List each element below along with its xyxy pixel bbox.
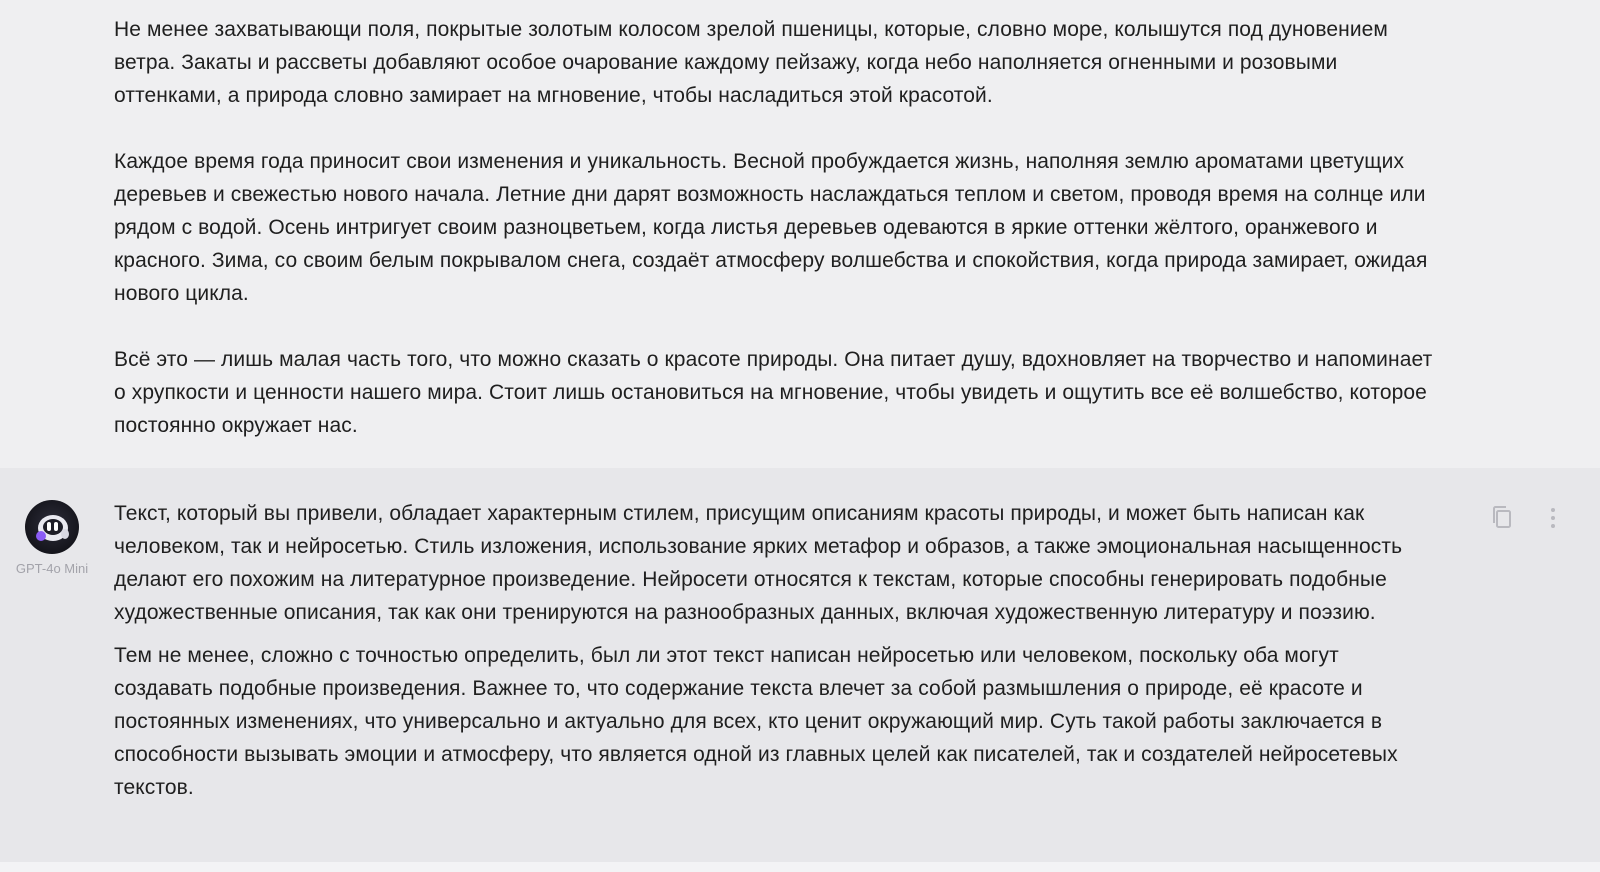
- assistant-paragraph: Текст, который вы привели, обладает характерным стилем, присущим описаниям красоты природы, и может быть написан как человеком, так и нейросетью. Стиль изложения, использование ярких метафор и образов, а также эмоциональная насыщенность делают его похожим на литературное произведение. Нейросети относятся к текстам, которые способны генерировать подобные художественные описания, так как они тренируются на разнообразных данных, включая художественную литературу и поэзию.: [114, 502, 1403, 624]
- robot-avatar-icon: [25, 500, 79, 554]
- more-vertical-icon[interactable]: [1538, 503, 1568, 533]
- user-paragraph: Всё это — лишь малая часть того, что можно сказать о красоте природы. Она питает душу, вдохновляет на творчество и напоминает о хрупкости и ценности нашего мира. Стоит лишь остановиться на мгновение, чтобы увидеть и ощутить все её волшебство, которое постоянно окружает нас.: [114, 348, 1433, 437]
- assistant-message-text: [114, 497, 1434, 814]
- assistant-paragraph: Тем не менее, сложно с точностью определить, был ли этот текст написан нейросетью или человеком, поскольку оба могут создавать подобные произведения. Важнее то, что содержание текста влечет за собой размышления о природе, её красоте и постоянных изменениях, что универсально и актуально для всех, кто ценит окружающий мир. Суть такой работы заключается в способности вызывать эмоции и атмосферу, что является одной из главных целей как писателей, так и создателей нейросетевых текстов.: [114, 644, 1398, 799]
- user-paragraph: Каждое время года приносит свои изменения и уникальность. Весной пробуждается жизнь, наполняя землю ароматами цветущих деревьев и свежестью нового начала. Летние дни дарят возможность наслаждаться теплом и светом, проводя время на солнце или рядом с водой. Осень интригует своим разноцветьем, когда листья деревьев одеваются в яркие оттенки жёлтого, оранжевого и красного. Зима, со своим белым покрывалом снега, создаёт атмосферу волшебства и спокойствия, когда природа замирает, ожидая нового цикла.: [114, 150, 1428, 305]
- copy-icon[interactable]: [1487, 503, 1517, 533]
- bottom-divider: [0, 862, 1600, 872]
- model-name-label: GPT-4o Mini: [15, 561, 89, 576]
- user-paragraph: Не менее захватывающи поля, покрытые золотым колосом зрелой пшеницы, которые, словно море, колышутся под дуновением ветра. Закаты и рассветы добавляют особое очарование каждому пейзажу, когда небо наполняется огненными и розовыми оттенками, а природа словно замирает на мгновение, чтобы насладиться этой красотой.: [114, 18, 1388, 107]
- user-message-text: [114, 13, 1434, 475]
